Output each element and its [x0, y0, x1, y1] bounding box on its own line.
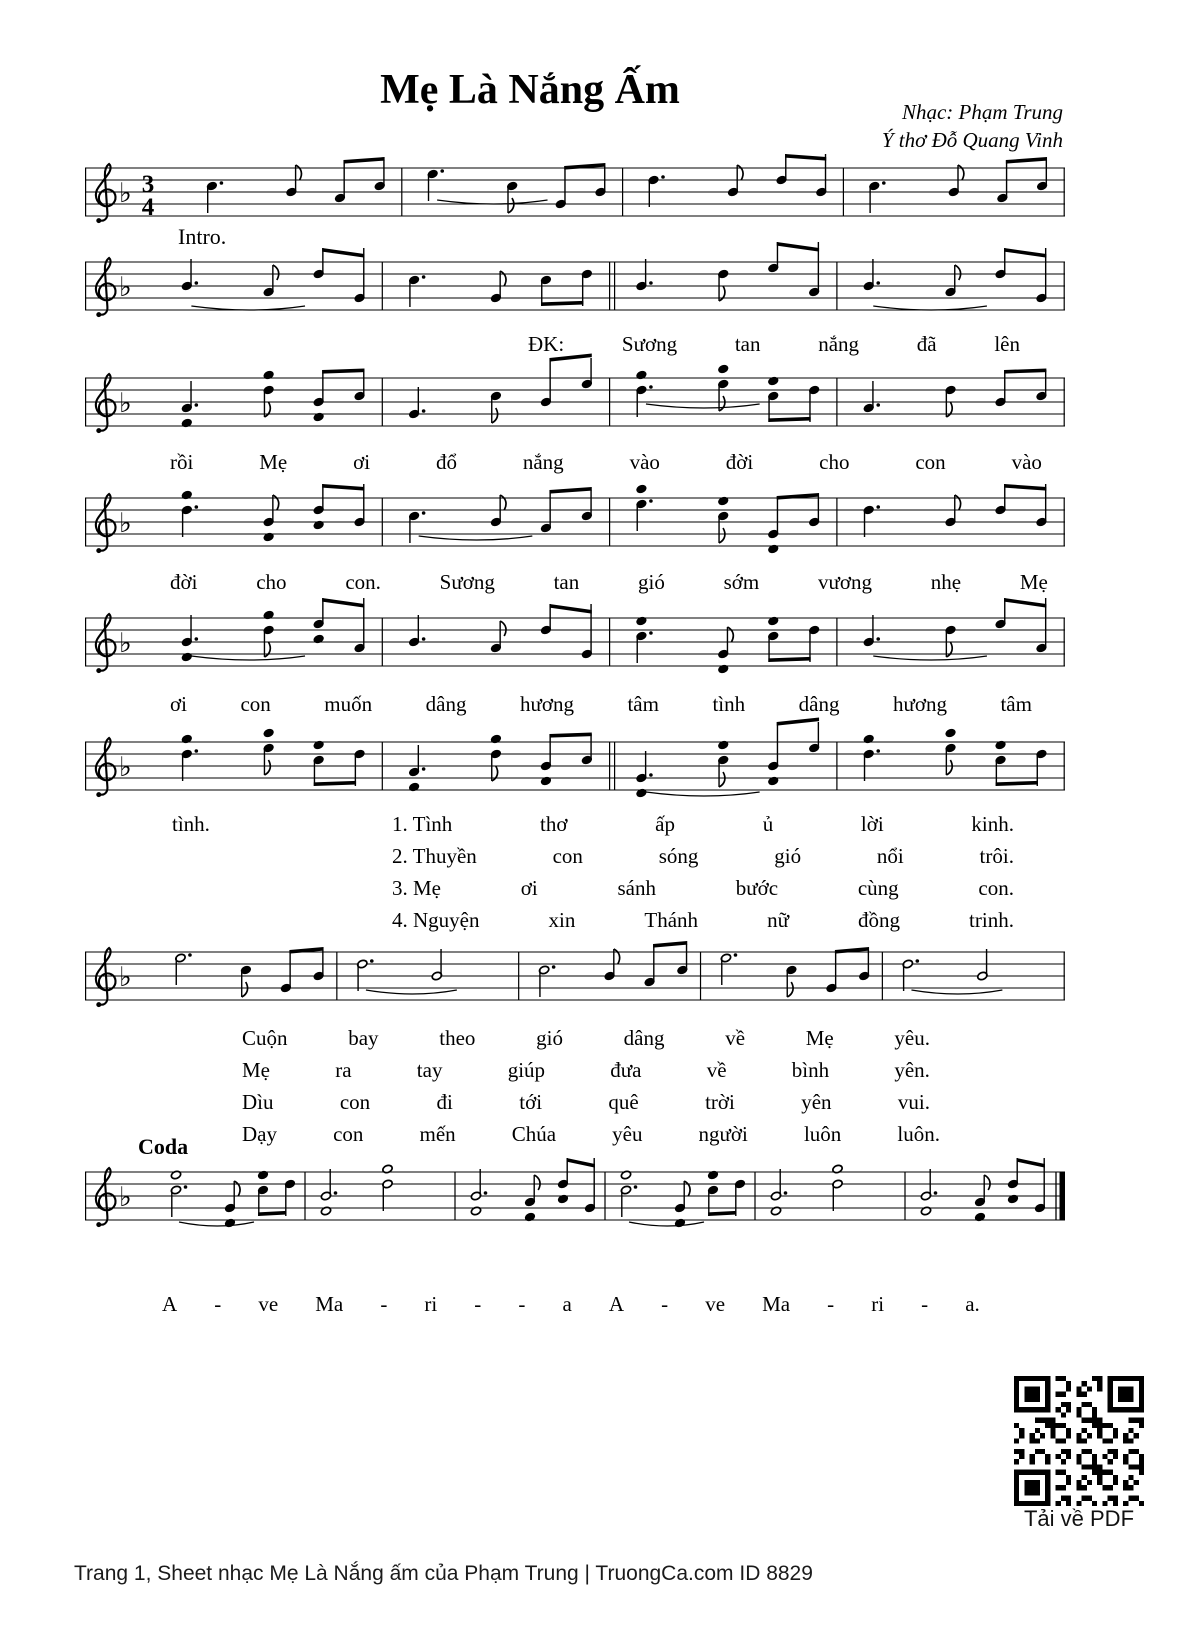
lyric-syllable: ri	[871, 1292, 885, 1316]
lyric-syllable: đời	[725, 450, 754, 474]
lyric-syllable: đã	[916, 332, 937, 356]
lyric-syllable: tan	[734, 332, 761, 356]
lyric-syllable: 3. Mẹ	[392, 876, 441, 900]
lyric-syllable: thơ	[540, 812, 568, 836]
lyric-syllable: A	[608, 1292, 625, 1316]
lyric-syllable: gió	[638, 570, 665, 594]
lyric-syllable: rồi	[170, 450, 194, 474]
lyric-syllable: -	[921, 1292, 929, 1316]
music-notation	[85, 256, 1065, 316]
lyrics-verse-4b	[242, 1122, 940, 1147]
lyric-syllable: muốn	[324, 692, 373, 716]
svg-text:♭: ♭	[119, 388, 132, 419]
lyric-syllable: về	[706, 1058, 727, 1082]
lyrics-row-dk	[528, 332, 1020, 357]
lyric-syllable: Mẹ	[1019, 570, 1048, 594]
svg-text:3: 3	[141, 171, 155, 198]
lyric-syllable: con	[339, 1090, 371, 1114]
svg-text:♭: ♭	[119, 752, 132, 783]
lyric-syllable: đi	[436, 1090, 453, 1114]
lyrics-verse-1	[392, 812, 1014, 837]
lyric-syllable: Mẹ	[805, 1026, 834, 1050]
lyric-syllable: -	[827, 1292, 835, 1316]
lyrics-verse-1b	[242, 1026, 930, 1051]
lyric-syllable: Chúa	[511, 1122, 557, 1146]
lyric-syllable: mến	[419, 1122, 456, 1146]
lyric-syllable: yêu	[612, 1122, 643, 1146]
staff-system-7	[85, 946, 1065, 1006]
lyric-syllable: luôn	[803, 1122, 842, 1146]
lyric-syllable: đồng	[858, 908, 901, 932]
lyric-syllable: sớm	[723, 570, 760, 594]
lyrics-row-4	[170, 692, 1032, 717]
lyric-syllable: vào	[629, 450, 660, 474]
lyric-syllable: -	[380, 1292, 388, 1316]
lyric-syllable: con	[333, 1122, 364, 1146]
lyric-syllable: hương	[519, 692, 574, 716]
staff-system-3	[85, 372, 1065, 432]
lyric-syllable: 4. Nguyện	[392, 908, 480, 932]
lyric-syllable: Cuộn	[242, 1026, 288, 1050]
svg-text:4: 4	[141, 194, 155, 221]
svg-text:♭: ♭	[119, 272, 132, 303]
lyric-syllable: nữ	[767, 908, 789, 932]
lyric-syllable: ĐK:	[528, 332, 565, 356]
lyrics-row-3	[170, 570, 1048, 595]
lyric-syllable: Dìu	[242, 1090, 274, 1114]
lyric-syllable: ơi	[520, 876, 538, 900]
lyric-syllable: tan	[553, 570, 580, 594]
lyric-syllable: nhẹ	[930, 570, 962, 594]
lyric-syllable: Dạy	[242, 1122, 277, 1146]
staff-system-2	[85, 256, 1065, 316]
lyric-syllable: ri	[424, 1292, 438, 1316]
music-notation	[85, 946, 1065, 1006]
staff-system-1	[85, 162, 1065, 222]
lyric-syllable: lên	[994, 332, 1020, 356]
lyric-syllable: A	[162, 1292, 178, 1316]
lyric-syllable: -	[661, 1292, 669, 1316]
lyric-syllable: luôn.	[897, 1122, 940, 1146]
lyric-syllable: tình	[712, 692, 746, 716]
lyric-syllable: đời	[170, 570, 198, 594]
composer-credit: Nhạc: Phạm Trung	[901, 100, 1063, 124]
song-title: Mẹ Là Nắng Ấm	[380, 67, 680, 113]
lyric-syllable: đổ	[435, 450, 457, 474]
lyric-syllable: dâng	[798, 692, 840, 716]
svg-text:♭: ♭	[119, 508, 132, 539]
svg-text:♭: ♭	[119, 178, 132, 209]
music-notation	[85, 612, 1065, 672]
lyric-syllable: hương	[892, 692, 947, 716]
lyric-syllable: a	[562, 1292, 572, 1316]
svg-text:♭: ♭	[119, 628, 132, 659]
lyrics-row-2	[170, 450, 1042, 475]
lyric-syllable: lời	[860, 812, 884, 836]
lyric-syllable: vui.	[897, 1090, 930, 1114]
lyrics-verse-2b	[242, 1058, 930, 1083]
lyric-syllable: -	[474, 1292, 482, 1316]
lyric-syllable: nắng	[522, 450, 564, 474]
lyric-syllable: trinh.	[969, 908, 1014, 932]
lyric-syllable: yêu.	[894, 1026, 930, 1050]
lyric-syllable: Thánh	[644, 908, 699, 932]
lyric-syllable: -	[214, 1292, 222, 1316]
qr-code[interactable]	[1014, 1376, 1144, 1506]
lyric-syllable: -	[518, 1292, 526, 1316]
music-notation	[85, 162, 1065, 222]
lyric-syllable: xin	[548, 908, 576, 932]
lyric-syllable: Mẹ	[259, 450, 288, 474]
music-notation	[85, 1166, 1065, 1226]
coda-label: Coda	[138, 1134, 189, 1159]
lyric-syllable: nắng	[818, 332, 860, 356]
lyric-syllable: ve	[705, 1292, 726, 1316]
lyric-syllable: sóng	[658, 844, 699, 868]
lyric-syllable: bước	[735, 876, 779, 900]
lyric-syllable: con	[915, 450, 946, 474]
lyric-syllable: theo	[439, 1026, 476, 1050]
lyric-syllable: Ma	[315, 1292, 344, 1316]
lyric-syllable: vào	[1011, 450, 1042, 474]
lyric-syllable: người	[698, 1122, 748, 1146]
staff-system-6	[85, 736, 1065, 796]
svg-text:♭: ♭	[119, 962, 132, 993]
staff-system-4	[85, 492, 1065, 552]
lyric-syllable: trôi.	[979, 844, 1014, 868]
svg-text:♭: ♭	[119, 1182, 132, 1213]
lyric-syllable: cho	[819, 450, 850, 474]
lyric-syllable: ơi	[353, 450, 371, 474]
lyric-syllable: a.	[965, 1292, 980, 1316]
lyric-syllable: quê	[608, 1090, 639, 1114]
lyric-syllable: Sương	[621, 332, 678, 356]
lyrics-verse-4	[392, 908, 1014, 933]
lyric-syllable: tâm	[1000, 692, 1032, 716]
lyric-syllable-tinh: tình.	[172, 812, 210, 836]
intro-label: Intro.	[178, 224, 227, 249]
lyric-syllable: dâng	[425, 692, 467, 716]
lyric-syllable: về	[725, 1026, 746, 1050]
download-pdf-link[interactable]: Tải về PDF	[1023, 1506, 1135, 1531]
lyric-syllable: yên.	[894, 1058, 930, 1082]
lyric-syllable: trời	[705, 1090, 735, 1114]
lyric-syllable: con	[552, 844, 583, 868]
lyrics-verse-3b	[242, 1090, 930, 1115]
lyric-syllable: yên	[801, 1090, 832, 1114]
lyric-syllable: nổi	[876, 844, 904, 868]
lyric-syllable: tâm	[627, 692, 659, 716]
lyric-syllable: 2. Thuyền	[392, 844, 477, 868]
lyrics-verse-3	[392, 876, 1014, 901]
staff-system-5	[85, 612, 1065, 672]
lyricist-credit: Ý thơ Đỗ Quang Vinh	[881, 128, 1063, 152]
lyric-syllable: con.	[978, 876, 1014, 900]
lyrics-verse-2	[392, 844, 1014, 869]
lyric-syllable: ve	[258, 1292, 279, 1316]
lyric-syllable: ủ	[762, 812, 774, 836]
lyric-syllable: bay	[348, 1026, 379, 1050]
lyric-syllable: vương	[818, 570, 873, 594]
lyric-syllable: bình	[791, 1058, 830, 1082]
lyric-syllable: gió	[774, 844, 802, 868]
lyric-syllable: kinh.	[971, 812, 1014, 836]
music-notation	[85, 736, 1065, 796]
lyric-syllable: giúp	[507, 1058, 546, 1082]
lyric-syllable: Mẹ	[242, 1058, 270, 1082]
lyric-syllable: tay	[416, 1058, 443, 1082]
lyric-syllable: tới	[519, 1090, 543, 1114]
lyric-syllable: ra	[335, 1058, 352, 1082]
music-notation	[85, 372, 1065, 432]
lyric-syllable: dâng	[623, 1026, 665, 1050]
page-footer: Trang 1, Sheet nhạc Mẹ Là Nắng ấm của Phạm Trung | TruongCa.com ID 8829	[74, 1562, 813, 1585]
lyric-syllable: cùng	[857, 876, 899, 900]
lyric-syllable: con.	[345, 570, 381, 594]
lyric-syllable: 1. Tình	[392, 812, 453, 836]
lyric-syllable: Sương	[439, 570, 495, 594]
lyric-syllable: gió	[536, 1026, 563, 1050]
lyric-syllable: sánh	[617, 876, 656, 900]
lyric-syllable: đưa	[610, 1058, 642, 1082]
lyric-syllable: Ma	[762, 1292, 791, 1316]
staff-system-8	[85, 1166, 1065, 1226]
music-notation	[85, 492, 1065, 552]
lyric-syllable: con	[240, 692, 271, 716]
lyric-syllable: ấp	[655, 812, 675, 836]
lyric-syllable: ơi	[170, 692, 187, 716]
lyric-syllable: cho	[256, 570, 287, 594]
lyrics-row-coda	[162, 1292, 980, 1317]
